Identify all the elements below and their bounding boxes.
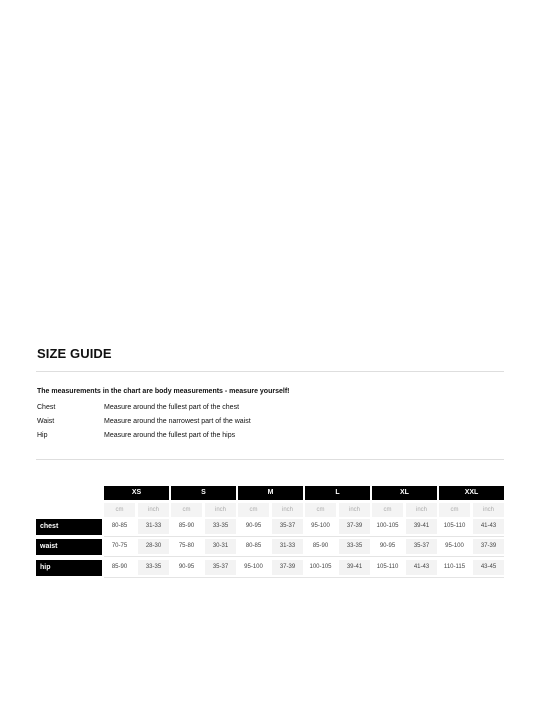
size-header-xs: XS (104, 486, 169, 500)
unit-label-inch: inch (205, 503, 236, 517)
table-cell: 70-75 (111, 543, 128, 549)
table-cell: 28-30 (138, 539, 169, 554)
unit-label-cm: cm (439, 503, 470, 517)
table-cell: 80-85 (111, 523, 128, 529)
measurement-label: Hip (37, 432, 48, 439)
unit-label-cm: cm (104, 503, 135, 517)
measurement-label: Chest (37, 404, 56, 411)
unit-label-inch: inch (339, 503, 370, 517)
table-cell: 90-95 (178, 564, 195, 570)
table-cell: 95-100 (445, 543, 464, 549)
unit-label-cm: cm (305, 503, 336, 517)
table-cell: 35-37 (205, 560, 236, 575)
unit-label-inch: inch (272, 503, 303, 517)
unit-label-inch: inch (473, 503, 504, 517)
title-divider (36, 371, 504, 372)
intro-text: The measurements in the chart are body measurements - measure yourself! (37, 388, 290, 395)
table-cell: 105-110 (376, 564, 399, 570)
table-cell: 33-35 (339, 539, 370, 554)
measurement-description: Measure around the narrowest part of the waist (104, 418, 251, 425)
table-cell: 105-110 (443, 523, 466, 529)
table-cell: 95-100 (244, 564, 263, 570)
row-label-waist: waist (36, 539, 102, 555)
unit-label-cm: cm (171, 503, 202, 517)
table-cell: 90-95 (245, 523, 262, 529)
table-cell: 90-95 (379, 543, 396, 549)
table-cell: 33-35 (138, 560, 169, 575)
table-cell: 37-39 (473, 539, 504, 554)
unit-label-cm: cm (372, 503, 403, 517)
row-divider (104, 577, 504, 578)
table-cell: 43-45 (473, 560, 504, 575)
measurement-description: Measure around the fullest part of the hips (104, 432, 236, 439)
table-cell: 37-39 (339, 519, 370, 534)
table-cell: 33-35 (205, 519, 236, 534)
table-cell: 41-43 (473, 519, 504, 534)
unit-label-cm: cm (238, 503, 269, 517)
table-cell: 75-80 (178, 543, 195, 549)
size-header-s: S (171, 486, 236, 500)
size-header-l: L (305, 486, 370, 500)
size-header-xxl: XXL (439, 486, 504, 500)
table-cell: 100-105 (309, 564, 332, 570)
row-label-chest: chest (36, 519, 102, 535)
row-divider (104, 536, 504, 537)
table-cell: 37-39 (272, 560, 303, 575)
size-header-xl: XL (372, 486, 437, 500)
table-cell: 39-41 (339, 560, 370, 575)
table-cell: 85-90 (312, 543, 329, 549)
table-cell: 95-100 (311, 523, 330, 529)
row-label-hip: hip (36, 560, 102, 576)
table-cell: 31-33 (272, 539, 303, 554)
table-cell: 31-33 (138, 519, 169, 534)
table-cell: 100-105 (376, 523, 399, 529)
table-cell: 39-41 (406, 519, 437, 534)
size-header-m: M (238, 486, 303, 500)
table-cell: 30-31 (205, 539, 236, 554)
table-cell: 85-90 (111, 564, 128, 570)
table-cell: 85-90 (178, 523, 195, 529)
unit-label-inch: inch (406, 503, 437, 517)
measurement-description: Measure around the fullest part of the chest (104, 404, 240, 411)
table-cell: 35-37 (406, 539, 437, 554)
table-cell: 35-37 (272, 519, 303, 534)
section-divider (36, 459, 504, 460)
row-divider (104, 556, 504, 557)
table-cell: 41-43 (406, 560, 437, 575)
page-title: SIZE GUIDE (37, 346, 112, 361)
table-cell: 80-85 (245, 543, 262, 549)
unit-label-inch: inch (138, 503, 169, 517)
measurement-label: Waist (37, 418, 55, 425)
table-cell: 110-115 (443, 564, 466, 570)
